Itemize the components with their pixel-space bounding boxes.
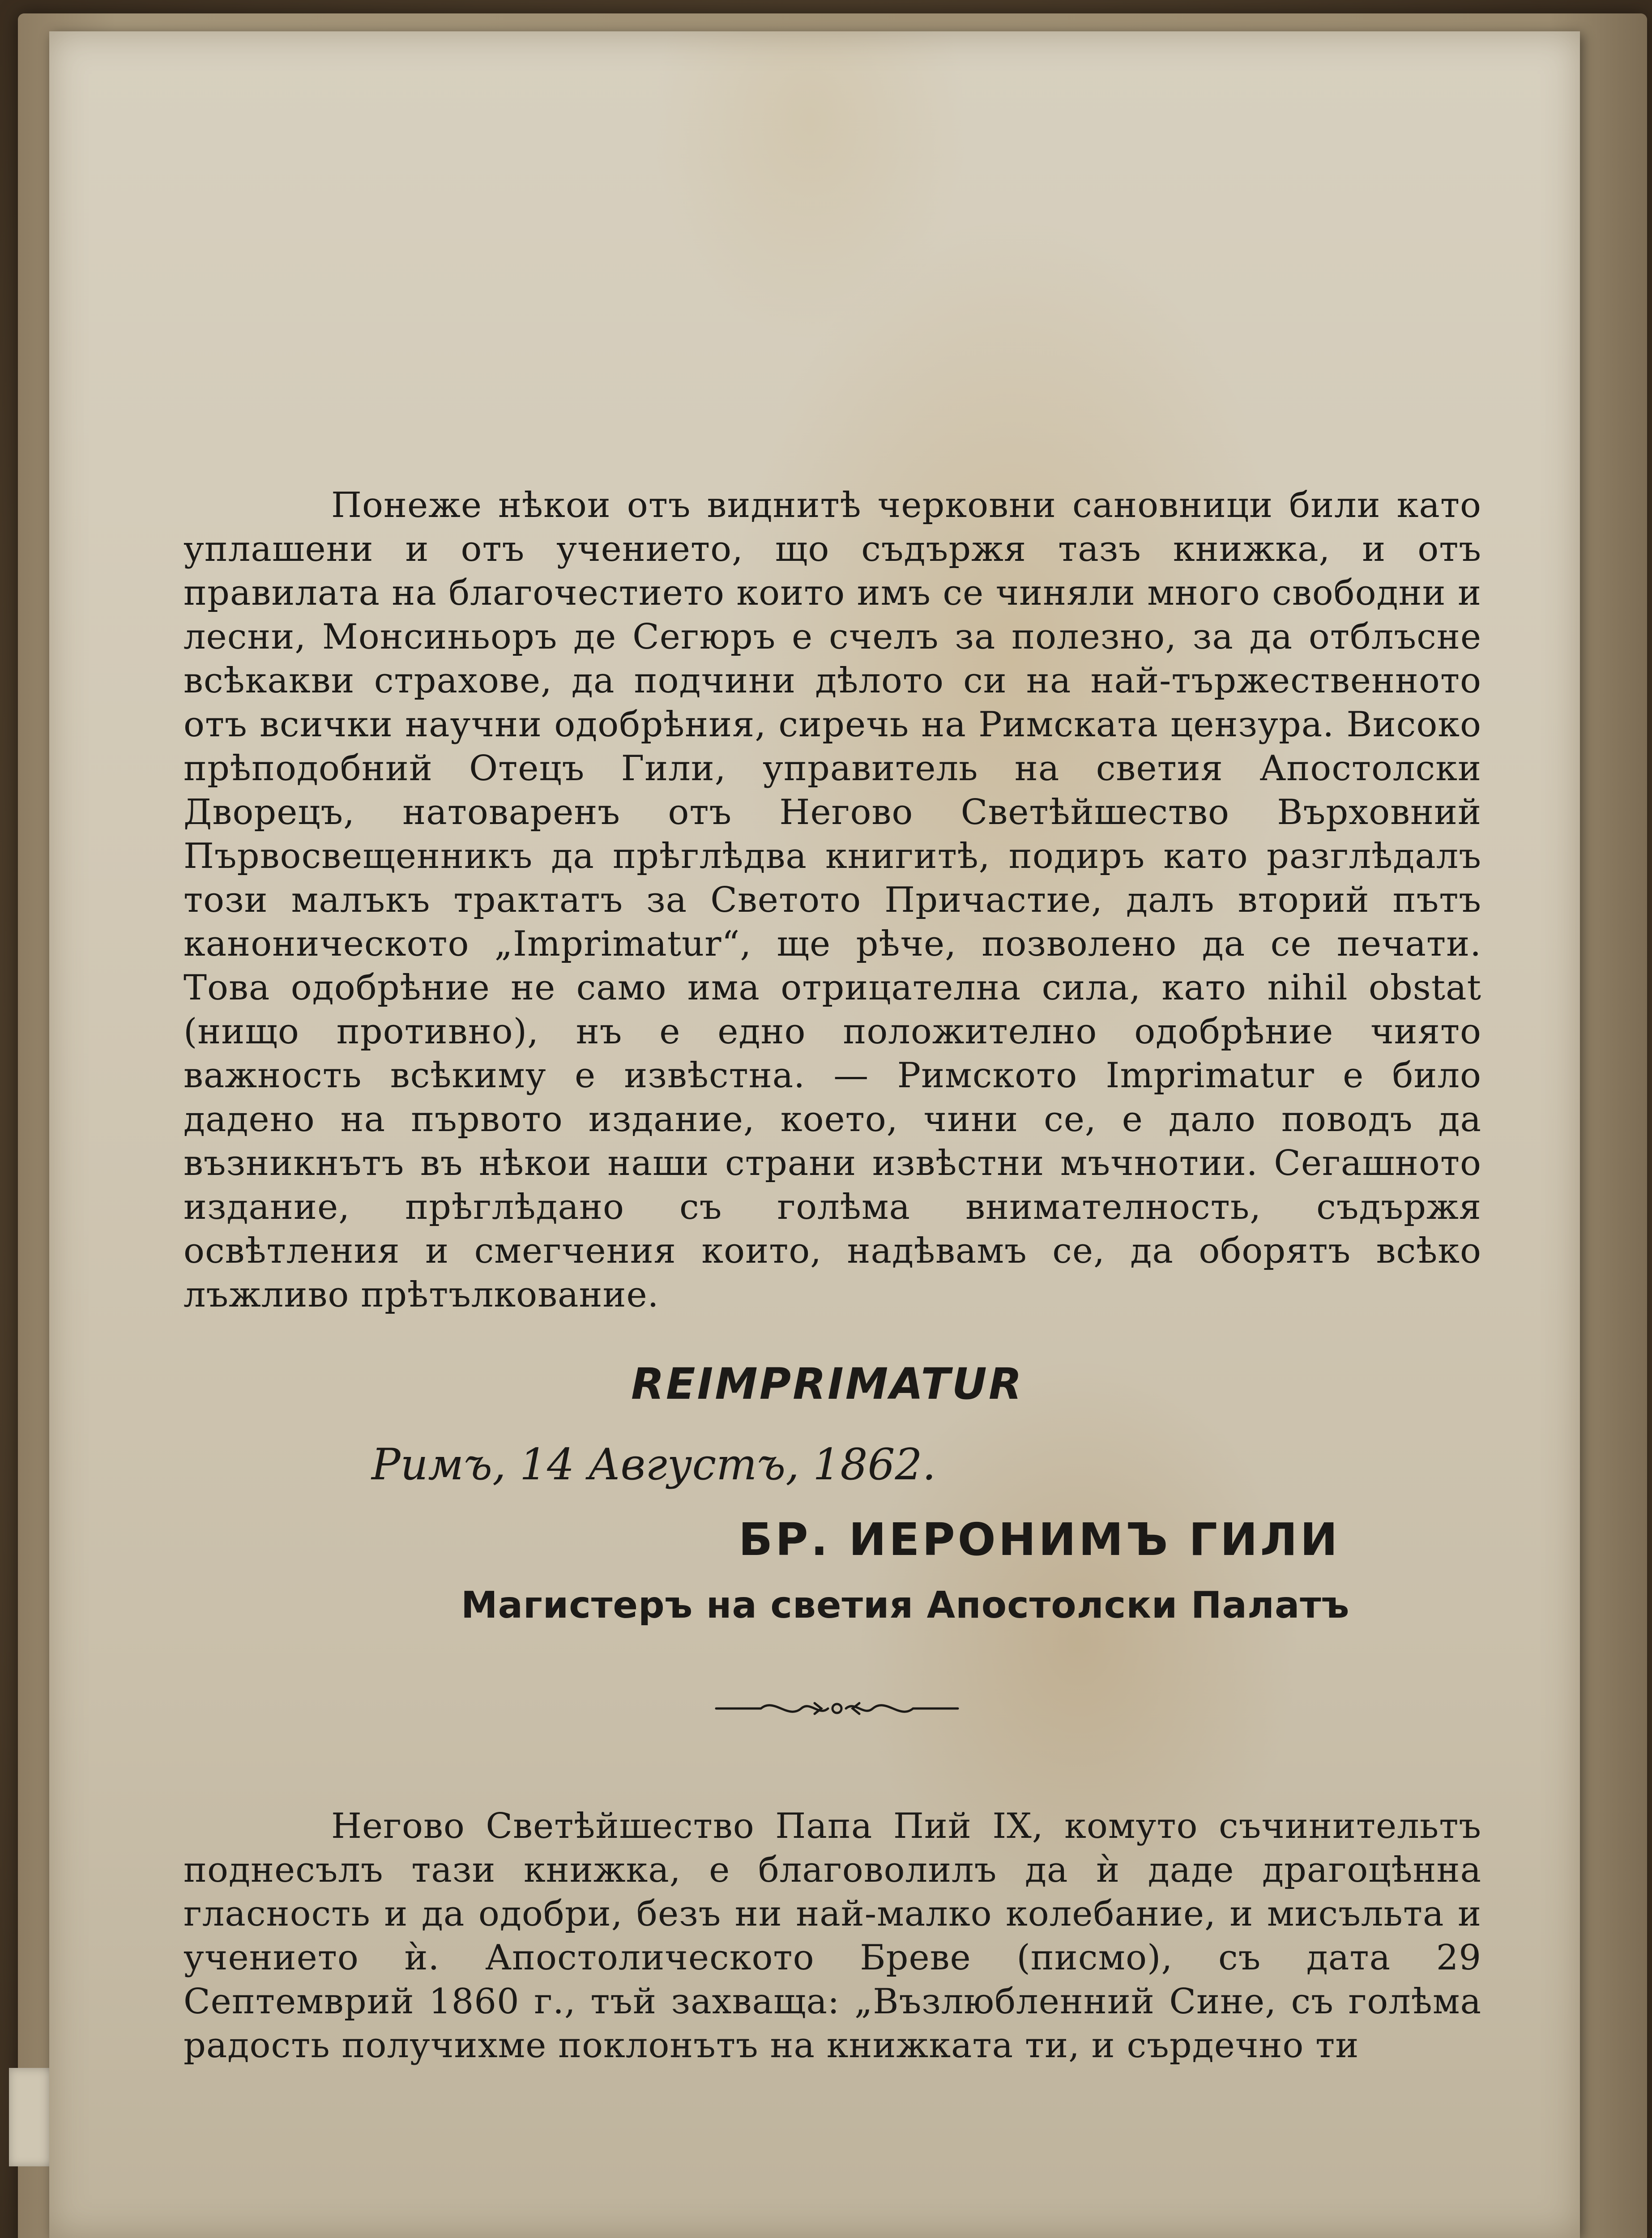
book-page	[49, 31, 1580, 2238]
censorship-paragraph: Понеже нѣкои отъ виднитѣ черковни сановници били като уплашени и отъ учението, що съдържя тазъ книжка, и отъ правилата на благочестието които имъ се чиняли много свободни и лесни, Монсиньоръ де Сегюръ е счелъ за полезно, за да отблъсне всѣкакви страхове, да подчини дѣлото си на най-тържественното отъ всички научни одобрѣния, сиречь на Римската цензура. Високо прѣподобний Отецъ Гили, управитель на светия Апостолски Дворецъ, натоваренъ отъ Негово Светѣйшество Върховний Първосвещенникъ да прѣглѣдва книгитѣ, подиръ като разглѣдалъ този малъкъ трактатъ за Светото Причастие, далъ вторий пътъ каноническото „Imprimatur“, ще рѣче, позволено да се печати. Това одобрѣние не само има отрицателна сила, като nihil obstat (нищо противно), нъ е едно положително одобрѣние чиято важность всѣкиму е извѣстна. — Римското Imprimatur е било дадено на първото издание, което, чини се, е дало поводъ да възникнътъ въ нѣкои наши страни извѣстни мъчнотии. Сегашното издание, прѣглѣдано съ голѣма внимателность, съдържя освѣтления и смегчения които, надѣвамъ се, да оборятъ всѣко лъжливо прѣтълкование.	[184, 485, 1481, 1315]
papal-approval-paragraph: Негово Светѣйшество Папа Пий IX, комуто съчинительтъ поднесълъ тази книжка, е благоволилъ да ѝ даде драгоцѣнна гласность и да одобри, безъ ни най-малко колебание, и мисъльта и учението ѝ. Апостолическото Бреве (писмо), съ дата 29 Септемврий 1860 г., тъй захваща: „Възлюбленний Сине, съ голѣма радость получихме поклонътъ на книжката ти, и сърдечно ти	[184, 1806, 1481, 2066]
reimprimatur-heading: REIMPRIMATUR	[631, 1359, 1024, 1409]
signer-name: БР. ИЕРОНИМЪ ГИЛИ	[738, 1513, 1340, 1566]
signer-title: Магистеръ на светия Апостолски Палатъ	[461, 1584, 1350, 1627]
dateline: Римъ, 14 Августъ, 1862.	[371, 1439, 936, 1490]
page-content	[184, 483, 1481, 2067]
divider-ornament-icon	[712, 1695, 962, 1722]
